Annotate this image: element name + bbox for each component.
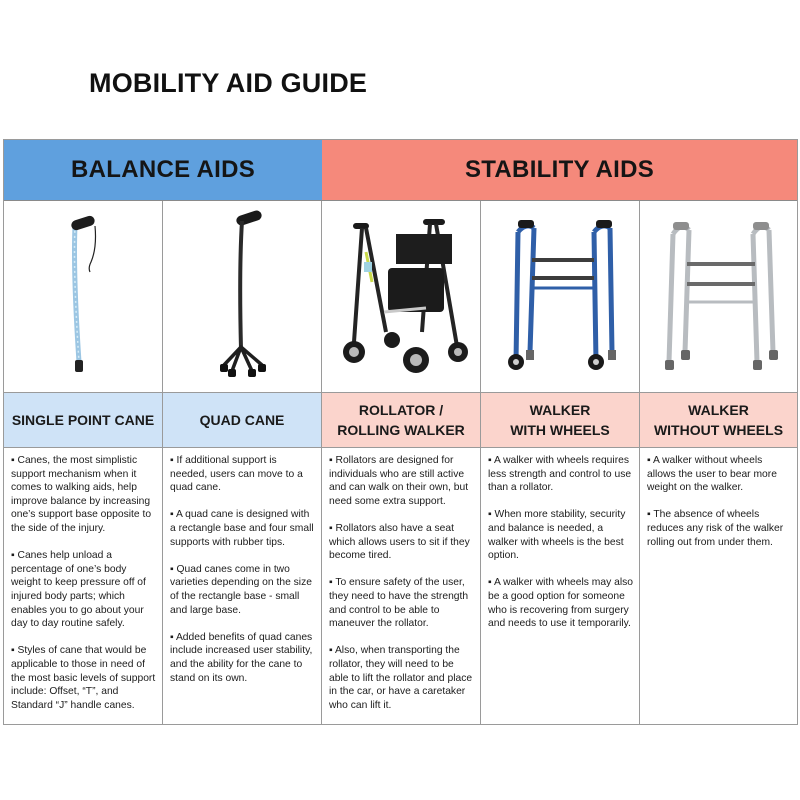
balance-aids-header: BALANCE AIDS: [4, 140, 323, 201]
single-point-cane-cell: [4, 201, 163, 393]
bullet-point: ▪ To ensure safety of the user, they need to have the strength and control to be able to maneuver the rollator.: [329, 577, 469, 630]
wheeled-walker-cell: [481, 201, 640, 393]
bullet-point: ▪ Styles of cane that would be applicable to those in need of the most basic levels of support include: Offset, “T”, and Standard “J” handle canes.: [11, 645, 156, 711]
quad-cane-label: QUAD CANE: [163, 393, 322, 448]
single-point-cane-description: [4, 448, 163, 725]
rollator-label: ROLLATOR / ROLLING WALKER: [322, 393, 481, 448]
bullet-point: ▪ Rollators are designed for individuals who are still active and can walk on their own, but need some extra support.: [329, 455, 469, 507]
quad-cane-image: [202, 209, 282, 384]
bullet-point: ▪ A quad cane is designed with a rectangle base and four small supports with rubber tips.: [170, 509, 314, 548]
quad-cane-cell: [163, 201, 322, 393]
mobility-aid-table: [3, 139, 798, 725]
rollator-cell: [322, 201, 481, 393]
quad-cane-description: [163, 448, 322, 725]
bullet-point: ▪ Canes help unload a percentage of one’s body weight to keep pressure off of injured body parts; which enables you to go about your day to day routine safely.: [11, 550, 146, 630]
single-point-cane-label: SINGLE POINT CANE: [4, 393, 163, 448]
single-point-cane-image: [53, 212, 113, 382]
page-title: MOBILITY AID GUIDE: [89, 68, 368, 98]
standard-walker-image: [649, 212, 789, 382]
bullet-point: ▪ The absence of wheels reduces any risk of the walker rolling out from under them.: [647, 509, 784, 548]
walker-with-wheels-label: WALKER WITH WHEELS: [481, 393, 640, 448]
walker-with-wheels-description: [481, 448, 640, 725]
wheeled-walker-image: [490, 212, 630, 382]
bullet-point: ▪ If additional support is needed, users can move to a quad cane.: [170, 455, 303, 494]
bullet-point: ▪ A walker without wheels allows the user to bear more weight on the walker.: [647, 455, 777, 494]
bullet-point: ▪ Also, when transporting the rollator, they will need to be able to lift the rollator and place in the car, or have a caretaker who can lift it.: [329, 645, 473, 711]
rollator-description: [322, 448, 481, 725]
stability-aids-header: STABILITY AIDS: [322, 140, 797, 201]
standard-walker-cell: [640, 201, 797, 393]
bullet-point: ▪ Rollators also have a seat which allows users to sit if they become tired.: [329, 522, 470, 562]
bullet-point: ▪ A walker with wheels requires less strength and control to use than a rollator.: [488, 455, 632, 494]
walker-without-wheels-description: [640, 448, 797, 725]
bullet-point: ▪ Canes, the most simplistic support mechanism when it comes to walking aids, help improve balance by increasing one’s support base opposite to the side of the injury.: [11, 455, 152, 534]
bullet-point: ▪ Added benefits of quad canes include increased user stability, and the ability for the cane to stand on its own.: [170, 631, 313, 684]
rollator-image: [326, 212, 476, 382]
bullet-point: ▪ Quad canes come in two varieties depending on the size of the rectangle base - small and large base.: [170, 563, 312, 616]
bullet-point: ▪ When more stability, security and balance is needed, a walker with wheels is the best option.: [488, 509, 626, 562]
walker-without-wheels-label: WALKER WITHOUT WHEELS: [640, 393, 797, 448]
bullet-point: ▪ A walker with wheels may also be a good option for someone who is recovering from surgery and needs to use it temporarily.: [488, 577, 634, 630]
